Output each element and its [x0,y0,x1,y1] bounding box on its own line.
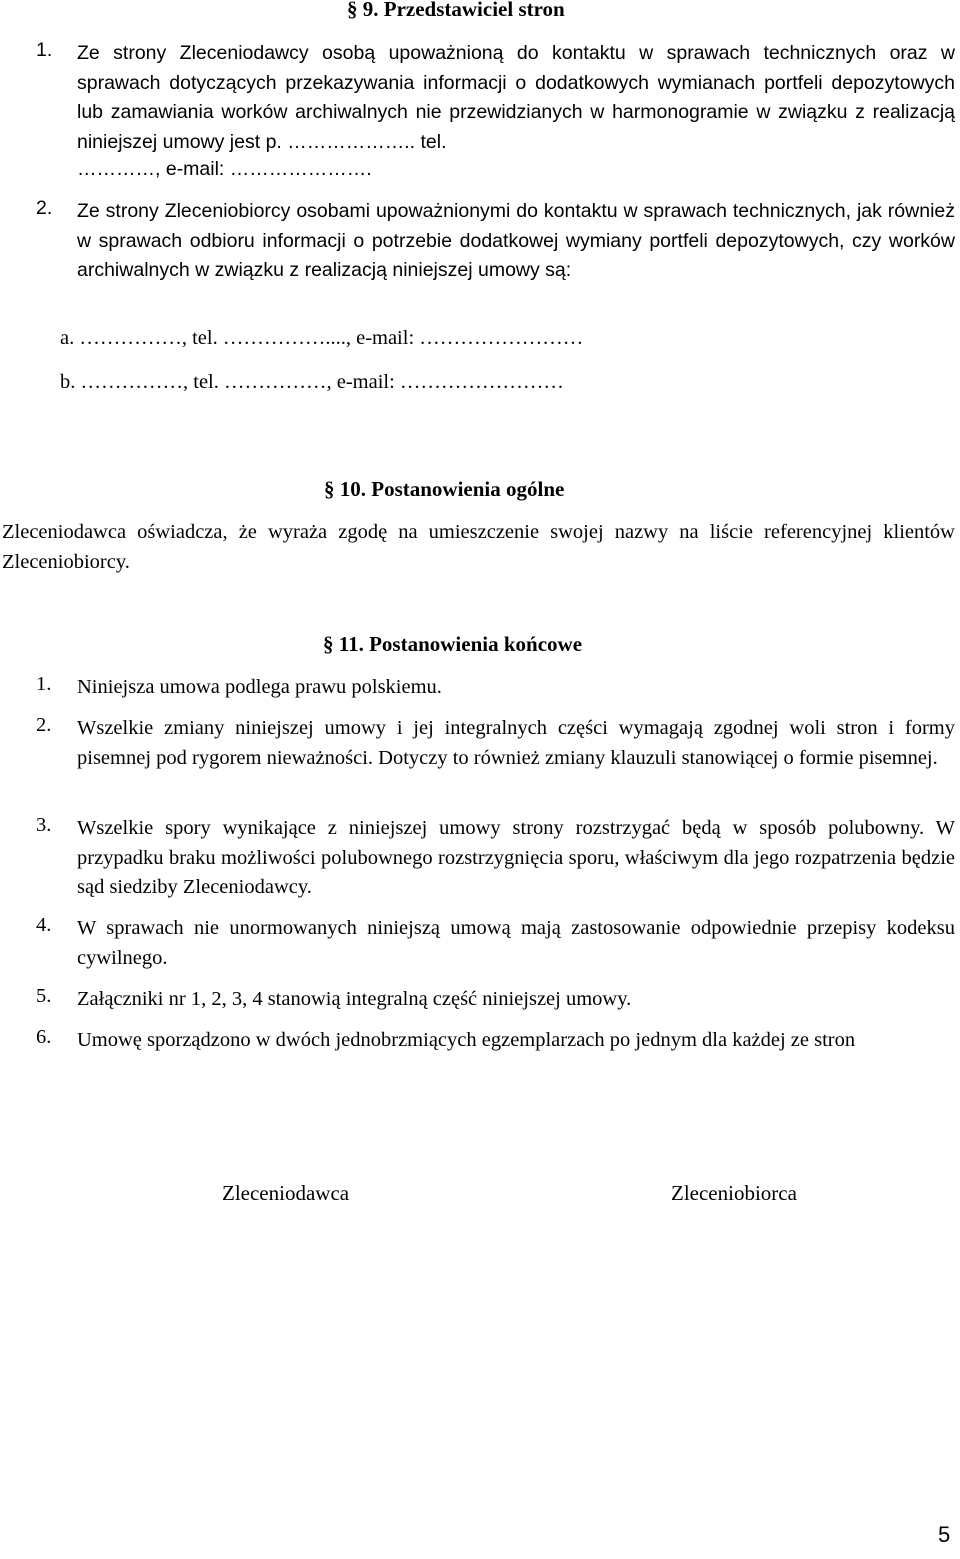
section11-item3-number: 3. [36,814,52,836]
signature-label-contractor: Zleceniobiorca [671,1181,797,1205]
section9-heading: § 9. Przedstawiciel stron [347,0,565,21]
section10-text: Zleceniodawca oświadcza, że wyraża zgodę na umieszczenie swojej nazwy na liście referencyjnej klientów Zleceniobiorcy. [2,521,955,573]
section9-item2-line-b: b. ……………, tel. ……………, e-mail: …………………… [60,371,564,393]
section9-item1-text: Ze strony Zleceniodawcy osobą upoważnioną do kontaktu w sprawach technicznych oraz w sprawach dotyczących przekazywania informacji o dodatkowych wymianach portfeli depozytowych lub zamawiania worków archiwalnych nie przewidzianych w harmonogramie w związku z realizacją niniejszej umowy jest p. ……………….. tel. [77,42,955,153]
section11-item2-number: 2. [36,714,52,736]
section9-item2-line-a: a. ……………, tel. ……………...., e-mail: …………………… [60,327,584,349]
section11-item5-number: 5. [36,985,52,1007]
section11-item5-text: Załączniki nr 1, 2, 3, 4 stanowią integralną część niniejszej umowy. [77,988,632,1010]
section11-item3-text: Wszelkie spory wynikające z niniejszej umowy strony rozstrzygać będą w sposób polubowny. W przypadku braku możliwości polubownego rozstrzygnięcia sporu, właściwym dla jego rozpatrzenia będzie sąd siedziby Zleceniodawcy. [77,817,955,898]
section11-item6-number: 6. [36,1026,52,1048]
section9-item2-text: Ze strony Zleceniobiorcy osobami upoważnionymi do kontaktu w sprawach technicznych, jak również w sprawach odbioru informacji o potrzebie dodatkowej wymiany portfeli depozytowych, czy worków archiwalnych w związku z realizacją niniejszej umowy są: [77,200,955,281]
section11-item4-text: W sprawach nie unormowanych niniejszą umową mają zastosowanie odpowiednie przepisy kodeksu cywilnego. [77,917,955,969]
section10-heading: § 10. Postanowienia ogólne [324,477,565,501]
section11-item2-text: Wszelkie zmiany niniejszej umowy i jej integralnych części wymagają zgodnej woli stron i formy pisemnej pod rygorem nieważności. Dotyczy to również zmiany klauzuli stanowiącej o formie pisemnej. [77,717,955,769]
section11-item6-text: Umowę sporządzono w dwóch jednobrzmiących egzemplarzach po jednym dla każdej ze stron [77,1029,856,1051]
section11-item4-number: 4. [36,914,52,936]
section9-item2-number: 2. [36,197,53,219]
signature-label-client: Zleceniodawca [222,1181,350,1205]
section11-item1-text: Niniejsza umowa podlega prawu polskiemu. [77,676,442,698]
section9-item1-number: 1. [36,39,53,61]
page-number: 5 [938,1522,951,1547]
section11-heading: § 11. Postanowienia końcowe [323,632,583,656]
section9-item1-contact-line: …………, e-mail: …………………. [77,158,372,180]
section11-item1-number: 1. [36,673,52,695]
